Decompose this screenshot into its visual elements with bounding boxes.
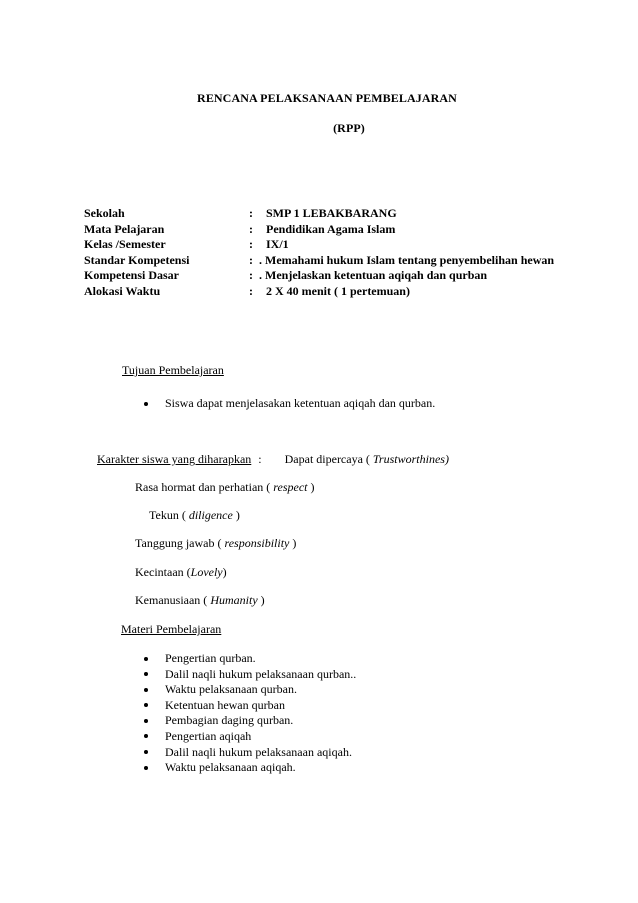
materi-heading: Materi Pembelajaran — [121, 622, 222, 636]
list-item — [143, 745, 356, 761]
list-item — [143, 396, 435, 412]
list-item — [143, 682, 356, 698]
list-item-text: Pengertian aqiqah — [165, 728, 252, 743]
identity-table — [84, 206, 604, 299]
list-item-text: Siswa dapat menjelasakan ketentuan aqiqah dan qurban. — [165, 396, 436, 410]
materi-list — [143, 651, 356, 776]
list-item-text: Waktu pelaksanaan qurban. — [165, 682, 297, 697]
karakter-item-en: responsibility — [224, 536, 290, 550]
karakter-item-en: diligence — [188, 508, 233, 522]
karakter-item-en: Lovely — [190, 565, 223, 579]
karakter-item-close: ) — [260, 593, 265, 607]
karakter-item-text: Kemanusiaan ( — [135, 593, 208, 607]
bullet-icon — [144, 750, 148, 754]
info-value: IX/1 — [266, 237, 289, 251]
info-colon: : — [249, 283, 253, 298]
karakter-item-text: Rasa hormat dan perhatian ( — [135, 480, 271, 494]
karakter-item-close: ) — [292, 536, 297, 550]
list-item-text: Pembagian daging qurban. — [165, 713, 294, 728]
list-item — [143, 651, 356, 667]
info-colon: : — [249, 221, 253, 236]
tujuan-list — [143, 396, 435, 412]
info-label: Sekolah — [84, 206, 125, 220]
karakter-item-text: Kecintaan ( — [135, 565, 191, 579]
karakter-item — [135, 480, 315, 495]
document-subtitle: (RPP) — [333, 121, 365, 135]
karakter-colon: : — [258, 452, 262, 466]
karakter-item-text: Tekun ( — [149, 508, 186, 522]
info-row-standar-kompetensi — [84, 253, 604, 269]
karakter-item-text: Tanggung jawab ( — [135, 536, 222, 550]
info-value: . Menjelaskan ketentuan aqiqah dan qurban — [259, 268, 488, 282]
karakter-item-en: Humanity — [210, 593, 258, 607]
bullet-icon — [144, 719, 148, 723]
karakter-item-close: ) — [222, 565, 227, 579]
info-colon: : — [249, 206, 253, 220]
bullet-icon — [144, 688, 148, 692]
list-item-text: Dalil naqli hukum pelaksanaan aqiqah. — [165, 744, 352, 759]
info-label: Alokasi Waktu — [84, 283, 161, 298]
info-label: Kompetensi Dasar — [84, 268, 179, 282]
list-item — [143, 729, 356, 745]
list-item-text: Dalil naqli hukum pelaksanaan qurban.. — [165, 666, 357, 681]
info-label: Mata Pelajaran — [84, 221, 165, 236]
karakter-item — [149, 508, 240, 523]
karakter-item — [135, 565, 227, 580]
karakter-item-en: respect — [273, 480, 308, 494]
document-title: RENCANA PELAKSANAAN PEMBELAJARAN — [197, 91, 457, 105]
info-row-alokasi-waktu — [84, 284, 604, 300]
info-colon: : — [249, 252, 253, 267]
list-item — [143, 760, 356, 776]
bullet-icon — [144, 766, 148, 770]
bullet-icon — [144, 657, 148, 661]
karakter-heading-line — [97, 452, 449, 467]
info-row-sekolah — [84, 206, 604, 222]
karakter-first-text: Dapat dipercaya ( — [284, 452, 370, 466]
bullet-icon — [144, 734, 148, 738]
karakter-item — [135, 593, 265, 608]
bullet-icon — [144, 703, 148, 707]
karakter-item — [135, 536, 296, 551]
list-item — [143, 698, 356, 714]
info-value: 2 X 40 menit ( 1 pertemuan) — [266, 283, 410, 298]
info-value: . Memahami hukum Islam tentang penyembelihan hewan — [259, 252, 555, 267]
info-colon: : — [249, 237, 253, 251]
tujuan-heading: Tujuan Pembelajaran — [122, 363, 224, 377]
info-row-kelas-semester — [84, 237, 604, 253]
list-item — [143, 713, 356, 729]
karakter-item-close: ) — [235, 508, 240, 522]
list-item-text: Waktu pelaksanaan aqiqah. — [165, 760, 296, 775]
info-row-kompetensi-dasar — [84, 268, 604, 284]
list-item-text: Ketentuan hewan qurban — [165, 697, 285, 712]
bullet-icon — [144, 402, 148, 406]
karakter-item-close: ) — [310, 480, 315, 494]
info-value: SMP 1 LEBAKBARANG — [266, 206, 397, 220]
info-row-mata-pelajaran — [84, 222, 604, 238]
info-colon: : — [249, 268, 253, 282]
list-item-text: Pengertian qurban. — [165, 651, 256, 665]
info-value: Pendidikan Agama Islam — [266, 221, 396, 236]
bullet-icon — [144, 672, 148, 676]
list-item — [143, 667, 356, 683]
info-label: Kelas /Semester — [84, 237, 166, 251]
karakter-heading: Karakter siswa yang diharapkan — [97, 452, 252, 466]
info-label: Standar Kompetensi — [84, 252, 190, 267]
karakter-first-en: Trustworthines) — [372, 452, 449, 466]
